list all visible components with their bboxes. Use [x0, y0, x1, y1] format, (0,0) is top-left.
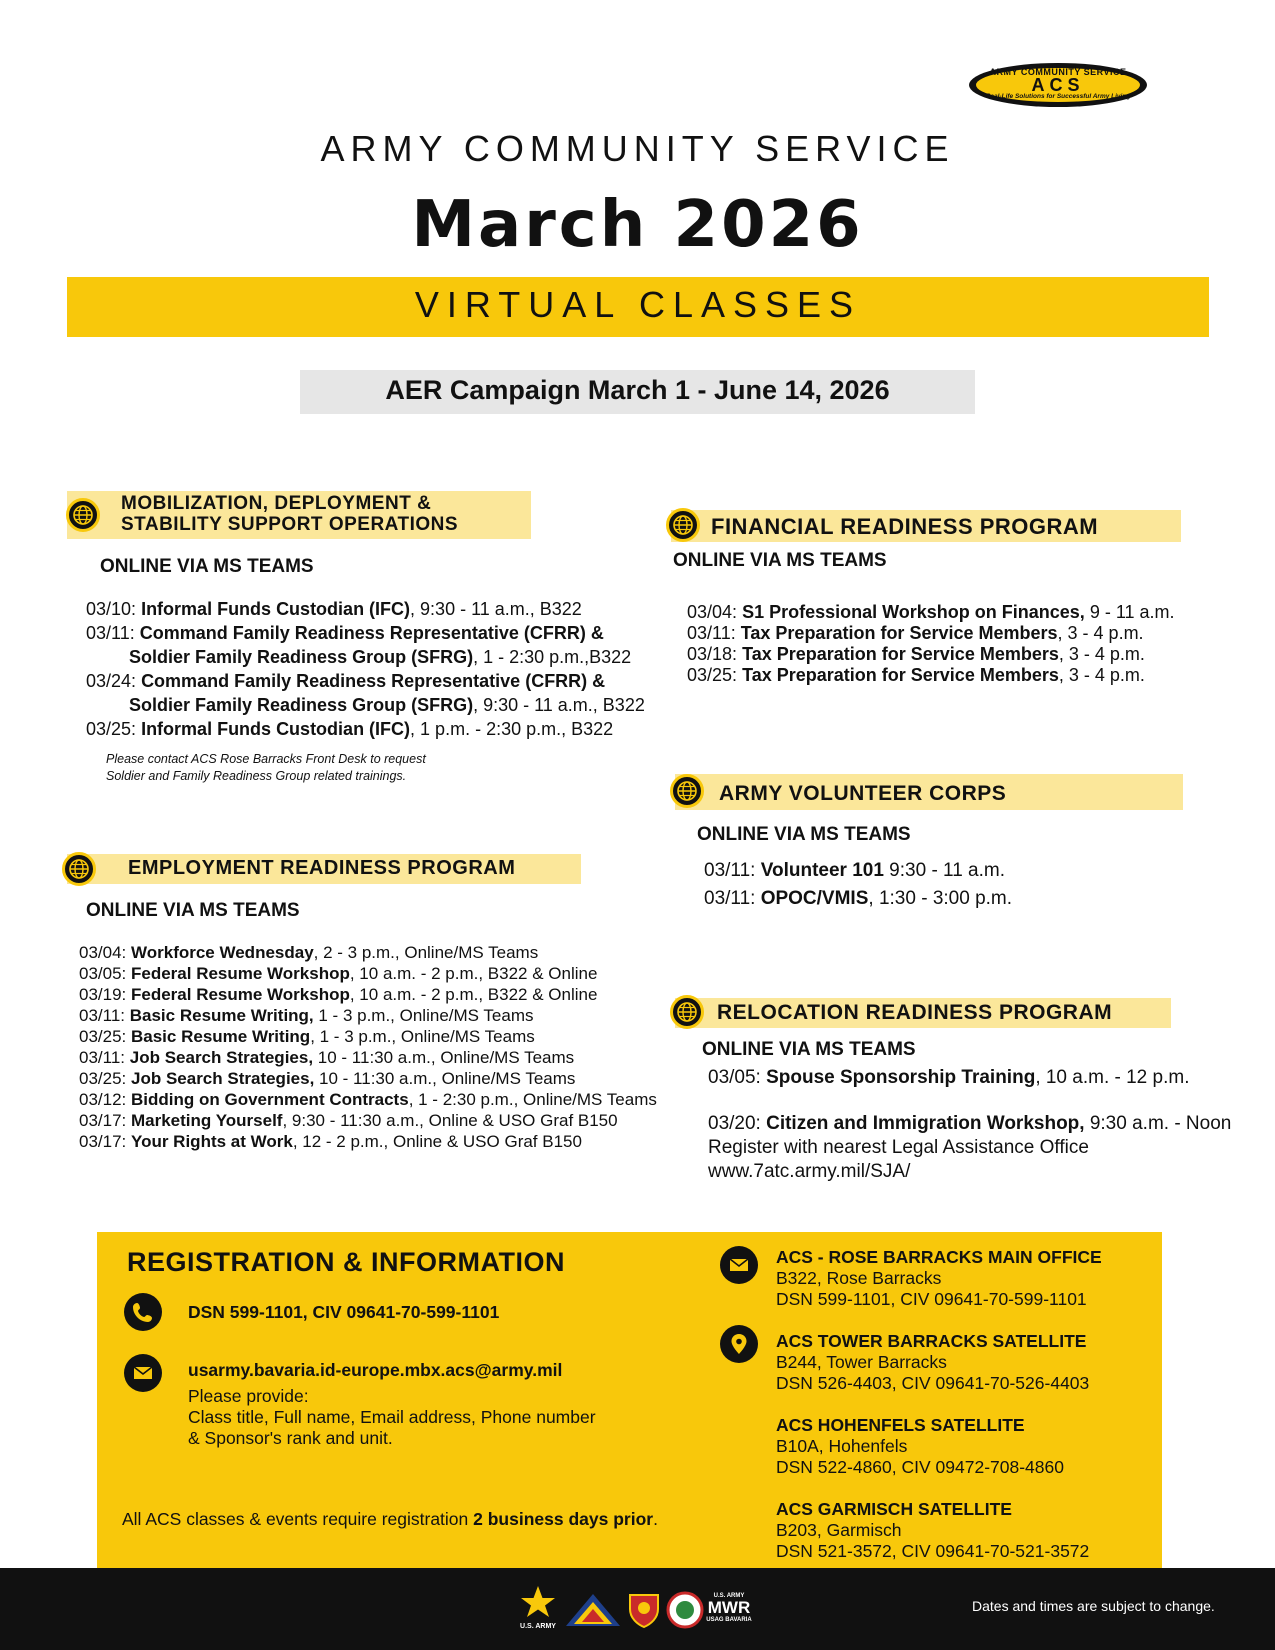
item-detail: , 3 - 4 p.m.	[1058, 665, 1145, 685]
star-icon	[516, 1584, 560, 1618]
item-title: Basic Resume Writing	[131, 1027, 311, 1046]
item-detail: , 9:30 - 11:30 a.m., Online & USO Graf B150	[282, 1111, 618, 1130]
mobilization-title	[121, 493, 458, 535]
mobilization-title-line-2: STABILITY SUPPORT OPERATIONS	[121, 514, 459, 535]
employment-item	[79, 964, 597, 984]
relocation-online-label: ONLINE VIA MS TEAMS	[702, 1039, 916, 1060]
logo-line-1: ARMY COMMUNITY SERVICE	[989, 67, 1127, 77]
mobilization-item	[86, 719, 613, 740]
item-date: 03/12:	[79, 1090, 127, 1109]
volunteer-item	[704, 888, 1012, 910]
item-title: Citizen and Immigration Workshop,	[766, 1113, 1085, 1134]
provide-line-2: Class title, Full name, Email address, Phone number	[188, 1407, 596, 1427]
mwr-bottom: USAG BAVARIA	[706, 1617, 752, 1623]
relocation-register-line: Register with nearest Legal Assistance Office	[708, 1137, 1089, 1158]
item-title: Command Family Readiness Representative (CFRR) &	[139, 623, 604, 643]
item-date: 03/11:	[687, 623, 736, 643]
organization-title: ARMY COMMUNITY SERVICE	[320, 128, 955, 169]
mobilization-item	[86, 599, 582, 620]
globe-icon	[66, 498, 100, 532]
office-title: ACS HOHENFELS SATELLITE	[776, 1415, 1025, 1435]
item-detail: 9:30 - 11 a.m.	[883, 860, 1006, 881]
item-date: 03/25:	[687, 665, 738, 685]
financial-item	[687, 623, 1144, 644]
footnote-end: .	[653, 1509, 658, 1529]
footer-disclaimer: Dates and times are subject to change.	[972, 1598, 1215, 1614]
mwr-top: U.S. ARMY	[713, 1593, 745, 1599]
item-title: Workforce Wednesday	[131, 943, 314, 962]
item-detail: , 3 - 4 p.m.	[1057, 623, 1144, 643]
office-address: B203, Garmisch	[776, 1520, 902, 1540]
mail-icon	[720, 1246, 758, 1284]
item-title: Federal Resume Workshop	[131, 985, 350, 1004]
office-phone: DSN 526-4403, CIV 09641-70-526-4403	[776, 1373, 1090, 1393]
office-phone: DSN 521-3572, CIV 09641-70-521-3572	[776, 1541, 1090, 1561]
location-pin-icon	[720, 1325, 758, 1363]
employment-title: EMPLOYMENT READINESS PROGRAM	[128, 857, 516, 879]
financial-title: FINANCIAL READINESS PROGRAM	[711, 514, 1099, 539]
logo-line-2: ACS	[1031, 75, 1085, 95]
item-date: 03/04:	[79, 943, 127, 962]
item-date: 03/17:	[79, 1111, 127, 1130]
item-date: 03/11:	[79, 1048, 126, 1067]
office-phone: DSN 599-1101, CIV 09641-70-599-1101	[776, 1289, 1087, 1309]
office-hohenfels	[776, 1415, 1064, 1478]
item-title: Soldier Family Readiness Group (SFRG)	[129, 695, 474, 715]
employment-item	[79, 943, 538, 963]
phone-icon	[124, 1293, 162, 1331]
globe-icon	[670, 995, 704, 1029]
office-title: ACS TOWER BARRACKS SATELLITE	[776, 1331, 1087, 1351]
item-detail: , 10 a.m. - 12 p.m.	[1035, 1067, 1190, 1088]
us-army-logo	[516, 1584, 560, 1630]
item-title: Spouse Sponsorship Training	[766, 1067, 1036, 1088]
employment-item	[79, 1006, 533, 1026]
item-title: Job Search Strategies,	[131, 1069, 315, 1088]
office-title: ACS - ROSE BARRACKS MAIN OFFICE	[776, 1247, 1102, 1267]
relocation-url[interactable]: www.7atc.army.mil/SJA/	[708, 1161, 911, 1182]
registration-provide	[188, 1386, 596, 1449]
employment-item	[79, 1111, 618, 1131]
registration-title: REGISTRATION & INFORMATION	[127, 1247, 565, 1277]
employment-online-label: ONLINE VIA MS TEAMS	[86, 900, 300, 921]
item-title: Informal Funds Custodian (IFC)	[141, 719, 411, 739]
item-title: Soldier Family Readiness Group (SFRG)	[129, 647, 474, 667]
financial-online-label: ONLINE VIA MS TEAMS	[673, 550, 887, 571]
registration-email[interactable]: usarmy.bavaria.id-europe.mbx.acs@army.mil	[188, 1360, 563, 1380]
employment-item	[79, 985, 597, 1005]
employment-item	[79, 1090, 657, 1110]
mobilization-item	[129, 695, 645, 716]
subtitle: VIRTUAL CLASSES	[414, 284, 862, 325]
item-date: 03/11:	[86, 623, 135, 643]
office-title: ACS GARMISCH SATELLITE	[776, 1499, 1012, 1519]
globe-icon	[62, 852, 96, 886]
item-date: 03/11:	[79, 1006, 126, 1025]
item-title: OPOC/VMIS	[760, 888, 869, 909]
item-date: 03/24:	[86, 671, 137, 691]
us-army-label: U.S. ARMY	[520, 1623, 556, 1630]
item-title: Basic Resume Writing,	[129, 1006, 314, 1025]
office-address: B244, Tower Barracks	[776, 1352, 947, 1372]
month-title: March 2026	[411, 188, 864, 262]
item-detail: 9 - 11 a.m.	[1084, 602, 1175, 622]
item-title: S1 Professional Workshop on Finances,	[742, 602, 1085, 622]
item-detail: , 1 - 2:30 p.m.,B322	[473, 647, 632, 667]
provide-line-1: Please provide:	[188, 1386, 309, 1406]
financial-item	[687, 602, 1175, 623]
mobilization-item	[86, 671, 605, 692]
item-date: 03/10:	[86, 599, 137, 619]
relocation-item	[708, 1067, 1189, 1089]
item-title: Your Rights at Work	[131, 1132, 293, 1151]
item-title: Tax Preparation for Service Members	[742, 665, 1059, 685]
mwr-main: MWR	[707, 1598, 751, 1617]
item-detail: , 10 a.m. - 2 p.m., B322 & Online	[349, 964, 598, 983]
volunteer-online-label: ONLINE VIA MS TEAMS	[697, 824, 911, 845]
item-title: Bidding on Government Contracts	[131, 1090, 409, 1109]
item-title: Marketing Yourself	[131, 1111, 283, 1130]
item-date: 03/05:	[708, 1067, 761, 1088]
registration-phone: DSN 599-1101, CIV 09641-70-599-1101	[188, 1302, 500, 1322]
office-address: B10A, Hohenfels	[776, 1436, 908, 1456]
item-detail: 10 - 11:30 a.m., Online/MS Teams	[313, 1048, 575, 1067]
item-date: 03/19:	[79, 985, 127, 1004]
office-tower-barracks	[776, 1331, 1089, 1394]
item-date: 03/17:	[79, 1132, 127, 1151]
footnote-bold: 2 business days prior	[473, 1509, 654, 1529]
item-date: 03/04:	[687, 602, 738, 622]
item-title: Tax Preparation for Service Members	[740, 623, 1058, 643]
financial-item	[687, 665, 1145, 686]
relocation-title: RELOCATION READINESS PROGRAM	[717, 1001, 1113, 1024]
registration-footnote	[122, 1509, 658, 1530]
item-title: Informal Funds Custodian (IFC)	[141, 599, 411, 619]
item-date: 03/25:	[79, 1069, 127, 1088]
globe-icon	[670, 774, 704, 808]
volunteer-item	[704, 860, 1005, 882]
mobilization-title-line-1: MOBILIZATION, DEPLOYMENT &	[121, 493, 432, 514]
item-title: Volunteer 101	[760, 860, 884, 881]
item-detail: , 2 - 3 p.m., Online/MS Teams	[313, 943, 539, 962]
item-title: Command Family Readiness Representative (CFRR) &	[141, 671, 606, 691]
logo-line-3: Real-Life Solutions for Successful Army Living	[985, 93, 1131, 100]
provide-line-3: & Sponsor's rank and unit.	[188, 1428, 393, 1448]
item-detail: , 1 - 3 p.m., Online/MS Teams	[310, 1027, 535, 1046]
relocation-item	[708, 1113, 1231, 1135]
globe-icon	[666, 508, 700, 542]
seventh-army-patch-icon	[564, 1592, 622, 1628]
mobilization-item	[86, 623, 604, 644]
item-title: Job Search Strategies,	[129, 1048, 314, 1067]
item-date: 03/25:	[79, 1027, 127, 1046]
employment-item	[79, 1048, 574, 1068]
item-detail: , 1 p.m. - 2:30 p.m., B322	[410, 719, 614, 739]
employment-item	[79, 1027, 535, 1047]
office-garmisch	[776, 1499, 1089, 1562]
item-date: 03/05:	[79, 964, 127, 983]
item-detail: , 9:30 - 11 a.m., B322	[473, 695, 645, 715]
item-detail: 1 - 3 p.m., Online/MS Teams	[313, 1006, 534, 1025]
campaign-text: AER Campaign March 1 - June 14, 2026	[385, 375, 890, 405]
office-phone: DSN 522-4860, CIV 09472-708-4860	[776, 1457, 1064, 1477]
item-detail: 9:30 a.m. - Noon	[1084, 1113, 1232, 1134]
office-address: B322, Rose Barracks	[776, 1268, 942, 1288]
item-detail: 10 - 11:30 a.m., Online/MS Teams	[314, 1069, 576, 1088]
mwr-logo	[704, 1593, 754, 1623]
garrison-crest-icon	[626, 1591, 662, 1629]
item-detail: , 3 - 4 p.m.	[1058, 644, 1145, 664]
item-title: Federal Resume Workshop	[131, 964, 350, 983]
employment-item	[79, 1069, 575, 1089]
acs-logo	[968, 62, 1148, 108]
office-rose-barracks	[776, 1247, 1102, 1310]
item-title: Tax Preparation for Service Members	[742, 644, 1059, 664]
item-date: 03/20:	[708, 1113, 761, 1134]
item-date: 03/18:	[687, 644, 738, 664]
item-detail: , 12 - 2 p.m., Online & USO Graf B150	[292, 1132, 582, 1151]
item-detail: , 1:30 - 3:00 p.m.	[868, 888, 1013, 909]
footnote-text: All ACS classes & events require registration	[122, 1509, 474, 1529]
item-detail: , 9:30 - 11 a.m., B322	[410, 599, 582, 619]
mobilization-item	[129, 647, 631, 668]
mail-icon	[124, 1354, 162, 1392]
item-date: 03/11:	[704, 860, 756, 881]
item-date: 03/25:	[86, 719, 137, 739]
item-date: 03/11:	[704, 888, 756, 909]
garrison-seal-icon	[666, 1591, 704, 1629]
note-line-2: Soldier and Family Readiness Group related trainings.	[106, 769, 407, 783]
item-detail: , 10 a.m. - 2 p.m., B322 & Online	[349, 985, 598, 1004]
employment-item	[79, 1132, 582, 1152]
volunteer-title: ARMY VOLUNTEER CORPS	[719, 782, 1007, 805]
item-detail: , 1 - 2:30 p.m., Online/MS Teams	[408, 1090, 657, 1109]
mobilization-note	[106, 751, 426, 785]
financial-item	[687, 644, 1145, 665]
mobilization-online-label: ONLINE VIA MS TEAMS	[100, 556, 314, 577]
note-line-1: Please contact ACS Rose Barracks Front Desk to request	[106, 752, 426, 766]
